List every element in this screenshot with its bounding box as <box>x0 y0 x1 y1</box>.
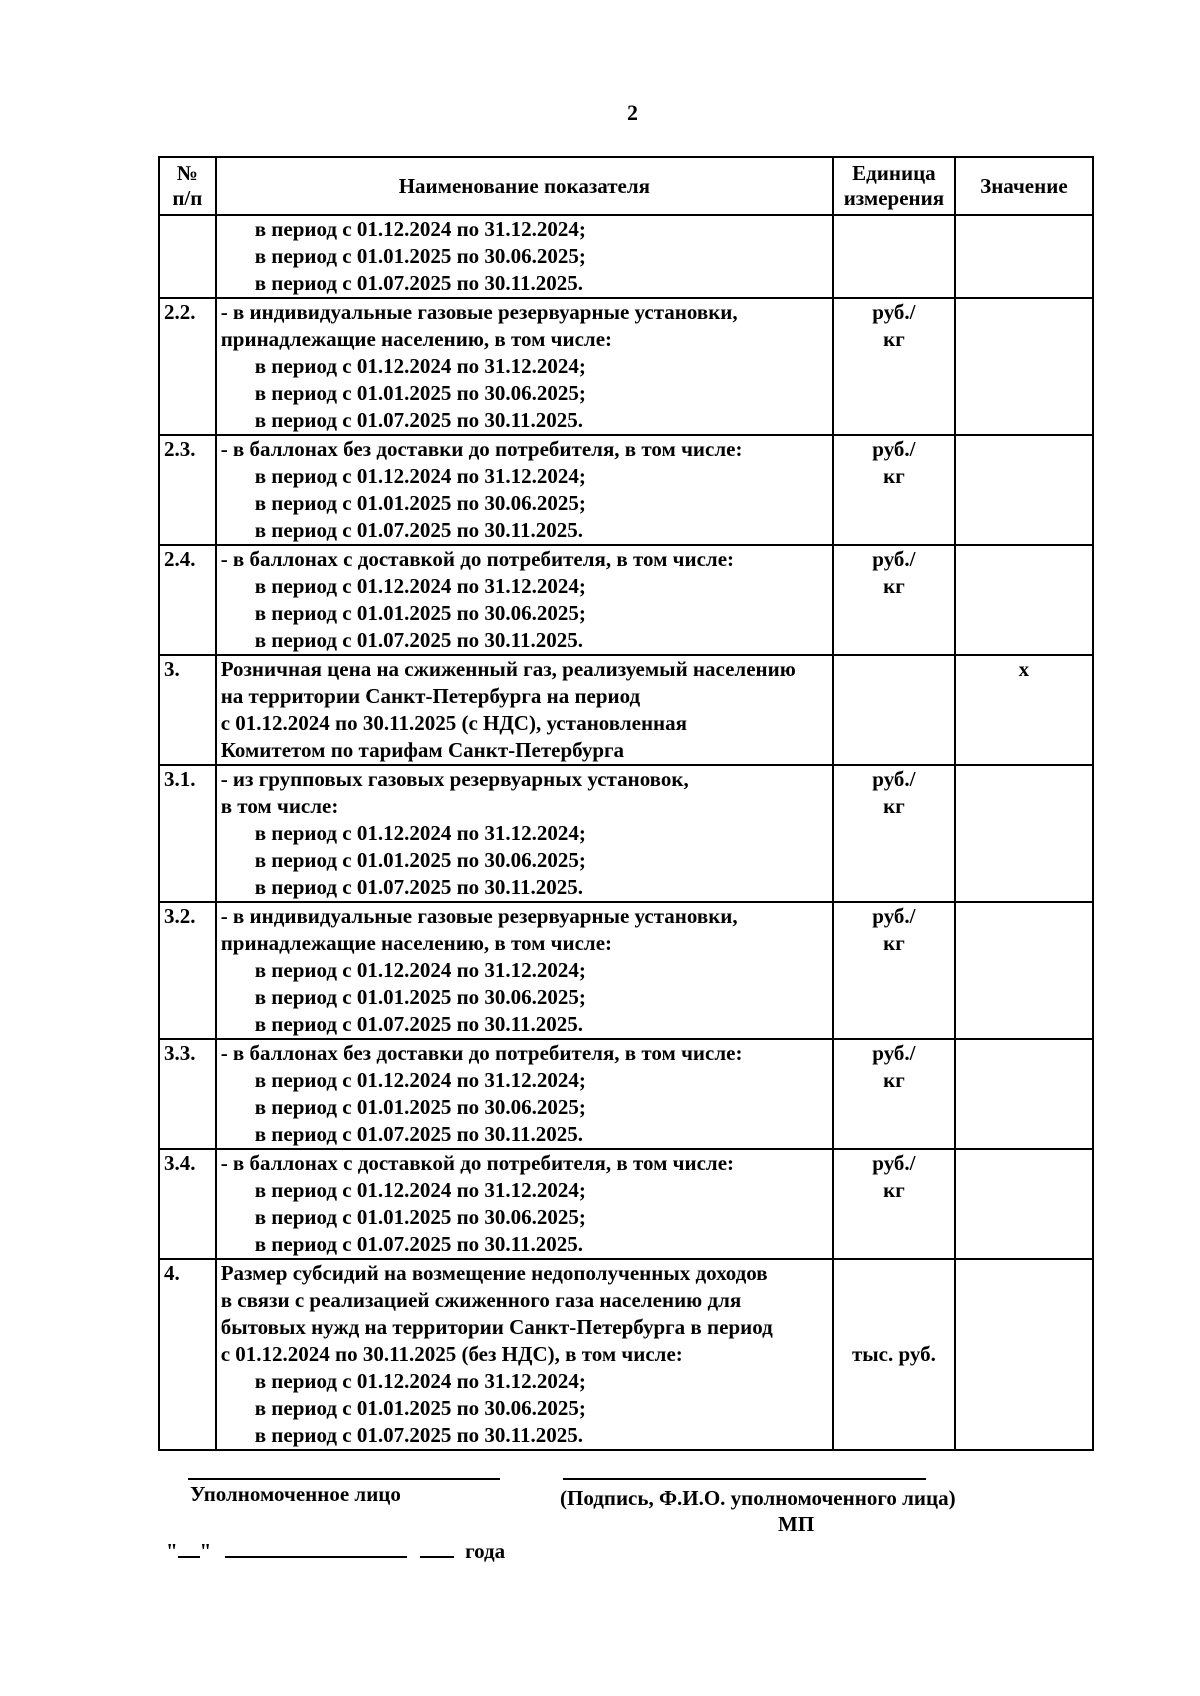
table-row <box>159 298 1093 435</box>
row-value <box>955 1149 1093 1259</box>
indicator-line: - в баллонах без доставки до потребителя, в том числе: <box>220 437 743 461</box>
row-unit <box>833 298 955 435</box>
indicator-line: в период с 01.07.2025 по 30.11.2025. <box>254 518 584 542</box>
unit-line: руб./ <box>872 904 916 928</box>
indicator-line: в период с 01.07.2025 по 30.11.2025. <box>254 271 584 295</box>
indicator-line: с 01.12.2024 по 30.11.2025 (без НДС), в том числе: <box>220 1342 683 1366</box>
indicator-line: в период с 01.12.2024 по 31.12.2024; <box>254 958 586 982</box>
indicator-line: в период с 01.12.2024 по 31.12.2024; <box>254 217 586 241</box>
indicator-line: в том числе: <box>220 794 339 818</box>
row-number: 3.1. <box>159 765 216 902</box>
signature-left-line <box>188 1478 500 1480</box>
table-row <box>159 1039 1093 1149</box>
indicator-line: в период с 01.07.2025 по 30.11.2025. <box>254 875 584 899</box>
indicator-line: бытовых нужд на территории Санкт-Петербурга в период <box>220 1315 773 1339</box>
row-indicator-name <box>216 215 833 298</box>
row-value <box>955 1259 1093 1450</box>
row-number: 2.3. <box>159 435 216 545</box>
row-value <box>955 435 1093 545</box>
unit-line: кг <box>883 574 905 598</box>
indicator-line: в период с 01.01.2025 по 30.06.2025; <box>254 491 586 515</box>
authorized-person-label: Уполномоченное лицо <box>190 1482 401 1506</box>
indicator-line: в период с 01.07.2025 по 30.11.2025. <box>254 1012 584 1036</box>
row-unit <box>833 435 955 545</box>
header-value: Значение <box>955 157 1093 215</box>
unit-line: кг <box>883 327 905 351</box>
unit-line: кг <box>883 1178 905 1202</box>
row-number: 3.4. <box>159 1149 216 1259</box>
unit-line: кг <box>883 931 905 955</box>
unit-line: кг <box>883 1068 905 1092</box>
header-num <box>159 157 216 215</box>
indicator-line: в период с 01.12.2024 по 31.12.2024; <box>254 1369 586 1393</box>
header-name: Наименование показателя <box>216 157 833 215</box>
indicator-line: с 01.12.2024 по 30.11.2025 (с НДС), установленная <box>220 711 688 735</box>
unit-line: кг <box>883 794 905 818</box>
row-value <box>955 298 1093 435</box>
month-blank <box>225 1536 407 1558</box>
table-row <box>159 215 1093 298</box>
indicator-line: в период с 01.12.2024 по 31.12.2024; <box>254 354 586 378</box>
indicator-line: в период с 01.01.2025 по 30.06.2025; <box>254 1095 586 1119</box>
table-row <box>159 545 1093 655</box>
indicator-line: на территории Санкт-Петербурга на период <box>220 684 641 708</box>
row-indicator-name <box>216 545 833 655</box>
header-num-line-2: п/п <box>172 186 203 210</box>
indicator-line: в период с 01.01.2025 по 30.06.2025; <box>254 1205 586 1229</box>
unit-line: тыс. руб. <box>851 1342 936 1366</box>
indicator-line: - в баллонах без доставки до потребителя, в том числе: <box>220 1041 743 1065</box>
row-indicator-name <box>216 1039 833 1149</box>
indicators-table <box>158 156 1094 1451</box>
row-indicator-name <box>216 1259 833 1450</box>
indicator-line: в период с 01.12.2024 по 31.12.2024; <box>254 574 586 598</box>
indicator-line: в период с 01.01.2025 по 30.06.2025; <box>254 985 586 1009</box>
indicator-line: в период с 01.12.2024 по 31.12.2024; <box>254 821 586 845</box>
unit-line: руб./ <box>872 300 916 324</box>
unit-line: руб./ <box>872 1041 916 1065</box>
row-value <box>955 902 1093 1039</box>
indicator-line: - в баллонах с доставкой до потребителя, в том числе: <box>220 547 735 571</box>
indicator-line: в период с 01.07.2025 по 30.11.2025. <box>254 1232 584 1256</box>
row-indicator-name <box>216 655 833 765</box>
indicator-line: в период с 01.07.2025 по 30.11.2025. <box>254 408 584 432</box>
table-row <box>159 765 1093 902</box>
row-indicator-name <box>216 298 833 435</box>
signature-right-line <box>563 1478 926 1480</box>
row-number: 2.4. <box>159 545 216 655</box>
day-blank <box>178 1536 200 1558</box>
date-line <box>166 1536 505 1564</box>
indicator-line: в период с 01.07.2025 по 30.11.2025. <box>254 1122 584 1146</box>
indicator-line: в период с 01.01.2025 по 30.06.2025; <box>254 601 586 625</box>
unit-line: руб./ <box>872 1151 916 1175</box>
unit-line: кг <box>883 464 905 488</box>
table-row <box>159 902 1093 1039</box>
date-suffix: года <box>465 1539 506 1563</box>
indicator-line: - в баллонах с доставкой до потребителя, в том числе: <box>220 1151 735 1175</box>
row-unit <box>833 655 955 765</box>
row-unit <box>833 1039 955 1149</box>
indicator-line: в период с 01.12.2024 по 31.12.2024; <box>254 464 586 488</box>
indicator-line: - в индивидуальные газовые резервуарные установки, <box>220 904 738 928</box>
row-unit <box>833 902 955 1039</box>
row-value <box>955 1039 1093 1149</box>
table-row <box>159 435 1093 545</box>
row-number <box>159 215 216 298</box>
indicator-line: в период с 01.12.2024 по 31.12.2024; <box>254 1178 586 1202</box>
table-row <box>159 1149 1093 1259</box>
row-indicator-name <box>216 1149 833 1259</box>
date-quote-close: " <box>199 1539 212 1563</box>
indicator-line: принадлежащие населению, в том числе: <box>220 931 613 955</box>
unit-line: руб./ <box>872 437 916 461</box>
header-num-line-1: № <box>176 161 198 185</box>
table-body <box>159 215 1093 1450</box>
row-number: 4. <box>159 1259 216 1450</box>
table-row <box>159 655 1093 765</box>
stamp-label: МП <box>778 1512 815 1536</box>
header-unit-line-1: Единица <box>852 161 936 185</box>
row-number: 3.2. <box>159 902 216 1039</box>
row-indicator-name <box>216 435 833 545</box>
indicator-line: в связи с реализацией сжиженного газа населению для <box>220 1288 742 1312</box>
year-blank <box>420 1536 454 1558</box>
row-value <box>955 215 1093 298</box>
row-unit <box>833 215 955 298</box>
indicator-line: - из групповых газовых резервуарных установок, <box>220 767 689 791</box>
indicator-line: в период с 01.01.2025 по 30.06.2025; <box>254 381 586 405</box>
row-unit <box>833 1259 955 1450</box>
unit-line: руб./ <box>872 767 916 791</box>
row-indicator-name <box>216 765 833 902</box>
table-row <box>159 1259 1093 1450</box>
indicator-line: в период с 01.07.2025 по 30.11.2025. <box>254 628 584 652</box>
row-value <box>955 545 1093 655</box>
indicator-line: в период с 01.01.2025 по 30.06.2025; <box>254 244 586 268</box>
indicator-line: в период с 01.01.2025 по 30.06.2025; <box>254 848 586 872</box>
row-value: х <box>955 655 1093 765</box>
row-unit <box>833 545 955 655</box>
page-number: 2 <box>627 100 638 125</box>
indicator-line: принадлежащие населению, в том числе: <box>220 327 613 351</box>
indicator-line: Комитетом по тарифам Санкт-Петербурга <box>220 738 625 762</box>
row-value <box>955 765 1093 902</box>
row-number: 2.2. <box>159 298 216 435</box>
indicator-line: в период с 01.12.2024 по 31.12.2024; <box>254 1068 586 1092</box>
row-indicator-name <box>216 902 833 1039</box>
indicator-line: в период с 01.07.2025 по 30.11.2025. <box>254 1423 584 1447</box>
indicator-line: - в индивидуальные газовые резервуарные установки, <box>220 300 738 324</box>
row-number: 3. <box>159 655 216 765</box>
signature-caption: (Подпись, Ф.И.О. уполномоченного лица) <box>560 1486 956 1510</box>
header-unit-line-2: измерения <box>843 186 945 210</box>
row-unit <box>833 765 955 902</box>
indicator-line: Розничная цена на сжиженный газ, реализуемый населению <box>220 657 796 681</box>
row-unit <box>833 1149 955 1259</box>
indicator-line: Размер субсидий на возмещение недополученных доходов <box>220 1261 768 1285</box>
date-quote-open: " <box>166 1539 178 1563</box>
row-number: 3.3. <box>159 1039 216 1149</box>
unit-line: руб./ <box>872 547 916 571</box>
header-unit <box>833 157 955 215</box>
table-header-row <box>159 157 1093 215</box>
indicator-line: в период с 01.01.2025 по 30.06.2025; <box>254 1396 586 1420</box>
